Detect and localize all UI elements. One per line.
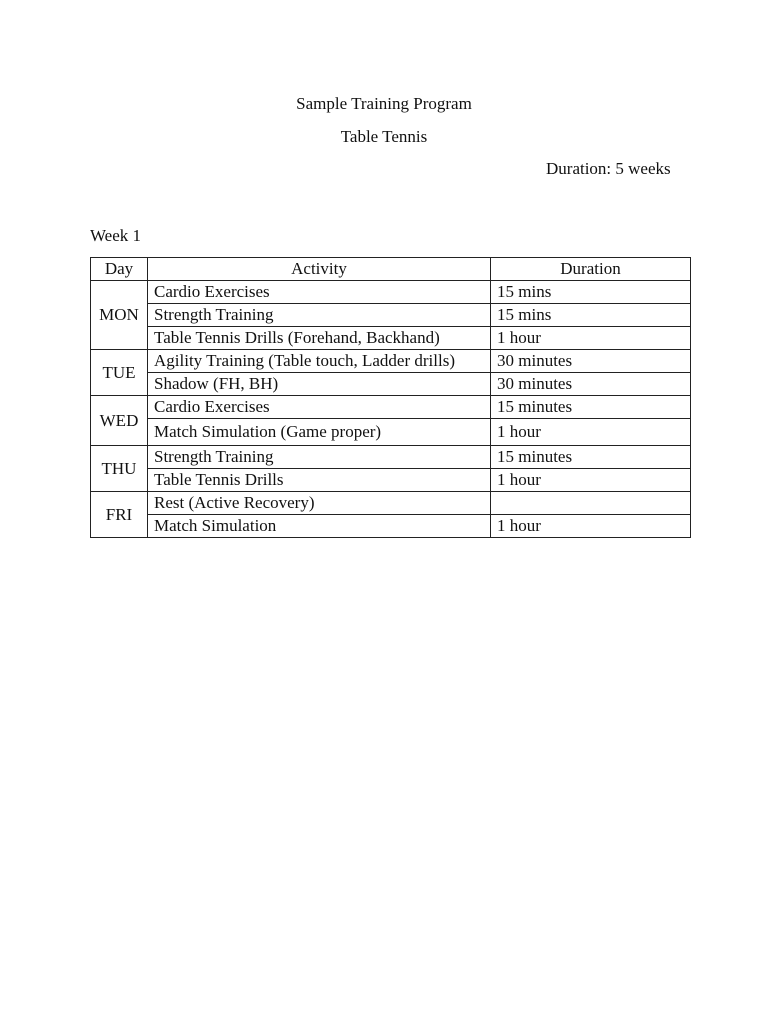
table-header-row — [91, 258, 691, 281]
table-row — [91, 419, 691, 446]
table-row — [91, 327, 691, 350]
table-row — [91, 350, 691, 373]
duration-cell — [491, 492, 691, 515]
duration-cell: 30 minutes — [491, 373, 691, 396]
day-cell: WED — [91, 396, 148, 446]
training-schedule-table — [90, 257, 691, 538]
duration-cell: 15 minutes — [491, 396, 691, 419]
duration-cell: 15 mins — [491, 304, 691, 327]
day-cell: MON — [91, 281, 148, 350]
activity-cell: Match Simulation (Game proper) — [148, 419, 491, 446]
header-activity: Activity — [148, 258, 491, 281]
duration-cell: 1 hour — [491, 515, 691, 538]
activity-cell: Table Tennis Drills — [148, 469, 491, 492]
duration-cell: 15 minutes — [491, 446, 691, 469]
table-row — [91, 492, 691, 515]
table-row — [91, 469, 691, 492]
activity-cell: Strength Training — [148, 446, 491, 469]
activity-cell: Match Simulation — [148, 515, 491, 538]
day-cell: THU — [91, 446, 148, 492]
activity-cell: Rest (Active Recovery) — [148, 492, 491, 515]
table-row — [91, 396, 691, 419]
document-title: Sample Training Program — [296, 94, 472, 113]
table-row — [91, 304, 691, 327]
activity-cell: Table Tennis Drills (Forehand, Backhand) — [148, 327, 491, 350]
day-cell: FRI — [91, 492, 148, 538]
week-label: Week 1 — [90, 226, 142, 245]
header-day: Day — [91, 258, 148, 281]
activity-cell: Shadow (FH, BH) — [148, 373, 491, 396]
activity-cell: Cardio Exercises — [148, 396, 491, 419]
duration-cell: 15 mins — [491, 281, 691, 304]
table-row — [91, 515, 691, 538]
activity-cell: Agility Training (Table touch, Ladder drills) — [148, 350, 491, 373]
header-duration: Duration — [491, 258, 691, 281]
table-row — [91, 373, 691, 396]
duration-cell: 1 hour — [491, 327, 691, 350]
table-row — [91, 281, 691, 304]
table-row — [91, 446, 691, 469]
duration-cell: 1 hour — [491, 419, 691, 446]
day-cell: TUE — [91, 350, 148, 396]
duration-cell: 30 minutes — [491, 350, 691, 373]
document-subtitle: Table Tennis — [340, 127, 428, 146]
activity-cell: Strength Training — [148, 304, 491, 327]
activity-cell: Cardio Exercises — [148, 281, 491, 304]
duration-cell: 1 hour — [491, 469, 691, 492]
program-duration: Duration: 5 weeks — [546, 159, 671, 178]
